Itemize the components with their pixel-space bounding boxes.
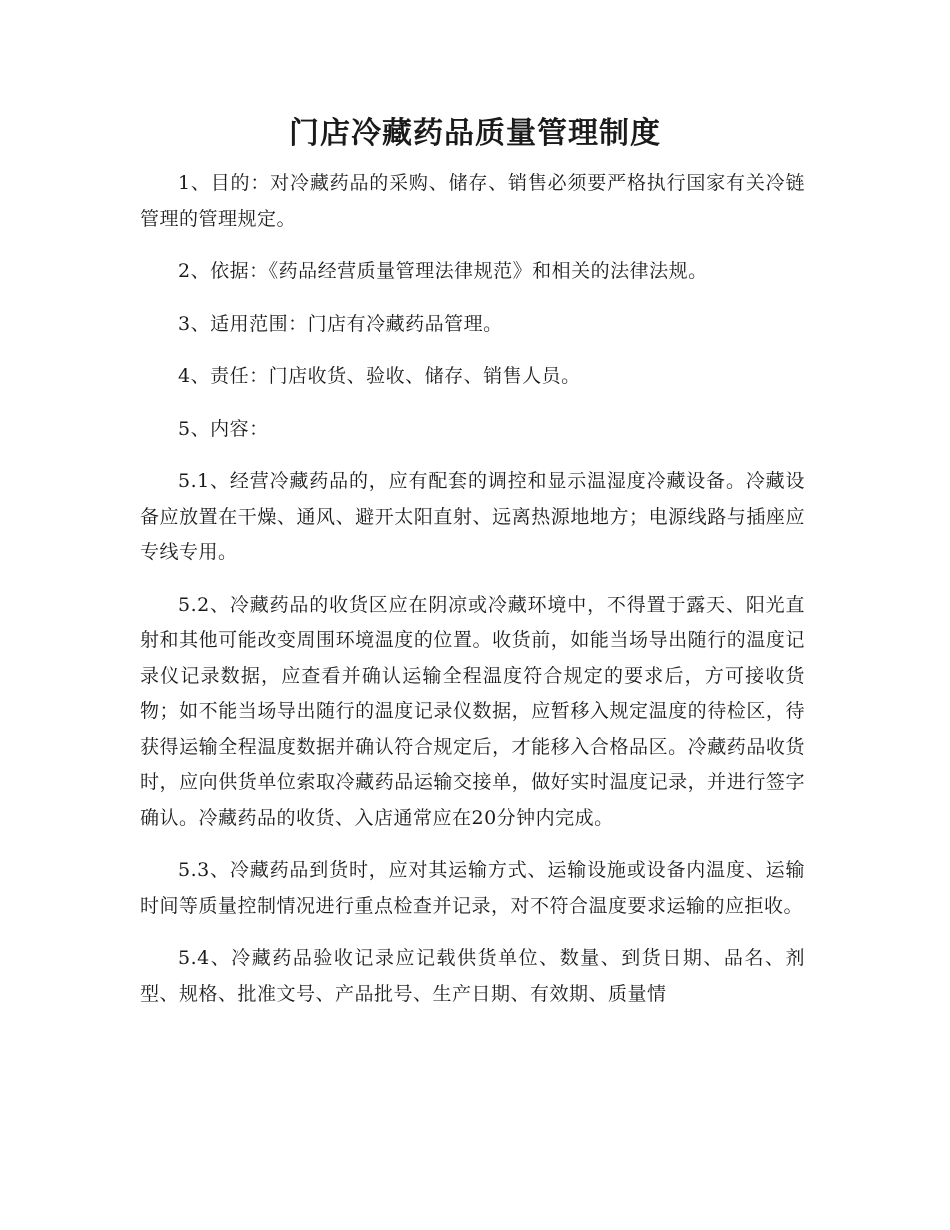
paragraph-responsibility: 4、责任：门店收货、验收、储存、销售人员。 (178, 365, 581, 387)
paragraph-5-1: 5.1、经营冷藏药品的，应有配套的调控和显示温湿度冷藏设备。冷藏设备应放置在干燥、通风、避开太阳直射、远离热源地地方；电源线路与插座应专线专用。 (140, 470, 805, 563)
paragraph-content-heading: 5、内容： (178, 417, 269, 440)
document-body (140, 166, 805, 1012)
paragraph-5-4: 5.4、冷藏药品验收记录应记载供货单位、数量、到货日期、品名、剂型、规格、批准文号、产品批号、生产日期、有效期、质量情 (140, 947, 805, 1005)
paragraph-5-2: 5.2、冷藏药品的收货区应在阴凉或冷藏环境中，不得置于露天、阳光直射和其他可能改变周围环境温度的位置。收货前，如能当场导出随行的温度记录仪记录数据，应查看并确认运输全程温度符合规定的要求后，方可接收货物；如不能当场导出随行的温度记录仪数据，应暂移入规定温度的待检区，待获得运输全程温度数据并确认符合规定后，才能移入合格品区。冷藏药品收货时，应向供货单位索取冷藏药品运输交接单，做好实时温度记录，并进行签字确认。冷藏药品的收货、入店通常应在20分钟内完成。 (140, 593, 805, 829)
paragraph-scope: 3、适用范围：门店有冷藏药品管理。 (178, 312, 503, 335)
document-title: 门店冷藏药品质量管理制度 (289, 116, 661, 151)
paragraph-basis: 2、依据：《药品经营质量管理法律规范》和相关的法律法规。 (178, 260, 708, 282)
paragraph-5-3: 5.3、冷藏药品到货时，应对其运输方式、运输设施或设备内温度、运输时间等质量控制情况进行重点检查并记录，对不符合温度要求运输的应拒收。 (140, 859, 805, 917)
paragraph-purpose: 1、目的：对冷藏药品的采购、储存、销售必须要严格执行国家有关冷链管理的管理规定。 (140, 172, 805, 230)
